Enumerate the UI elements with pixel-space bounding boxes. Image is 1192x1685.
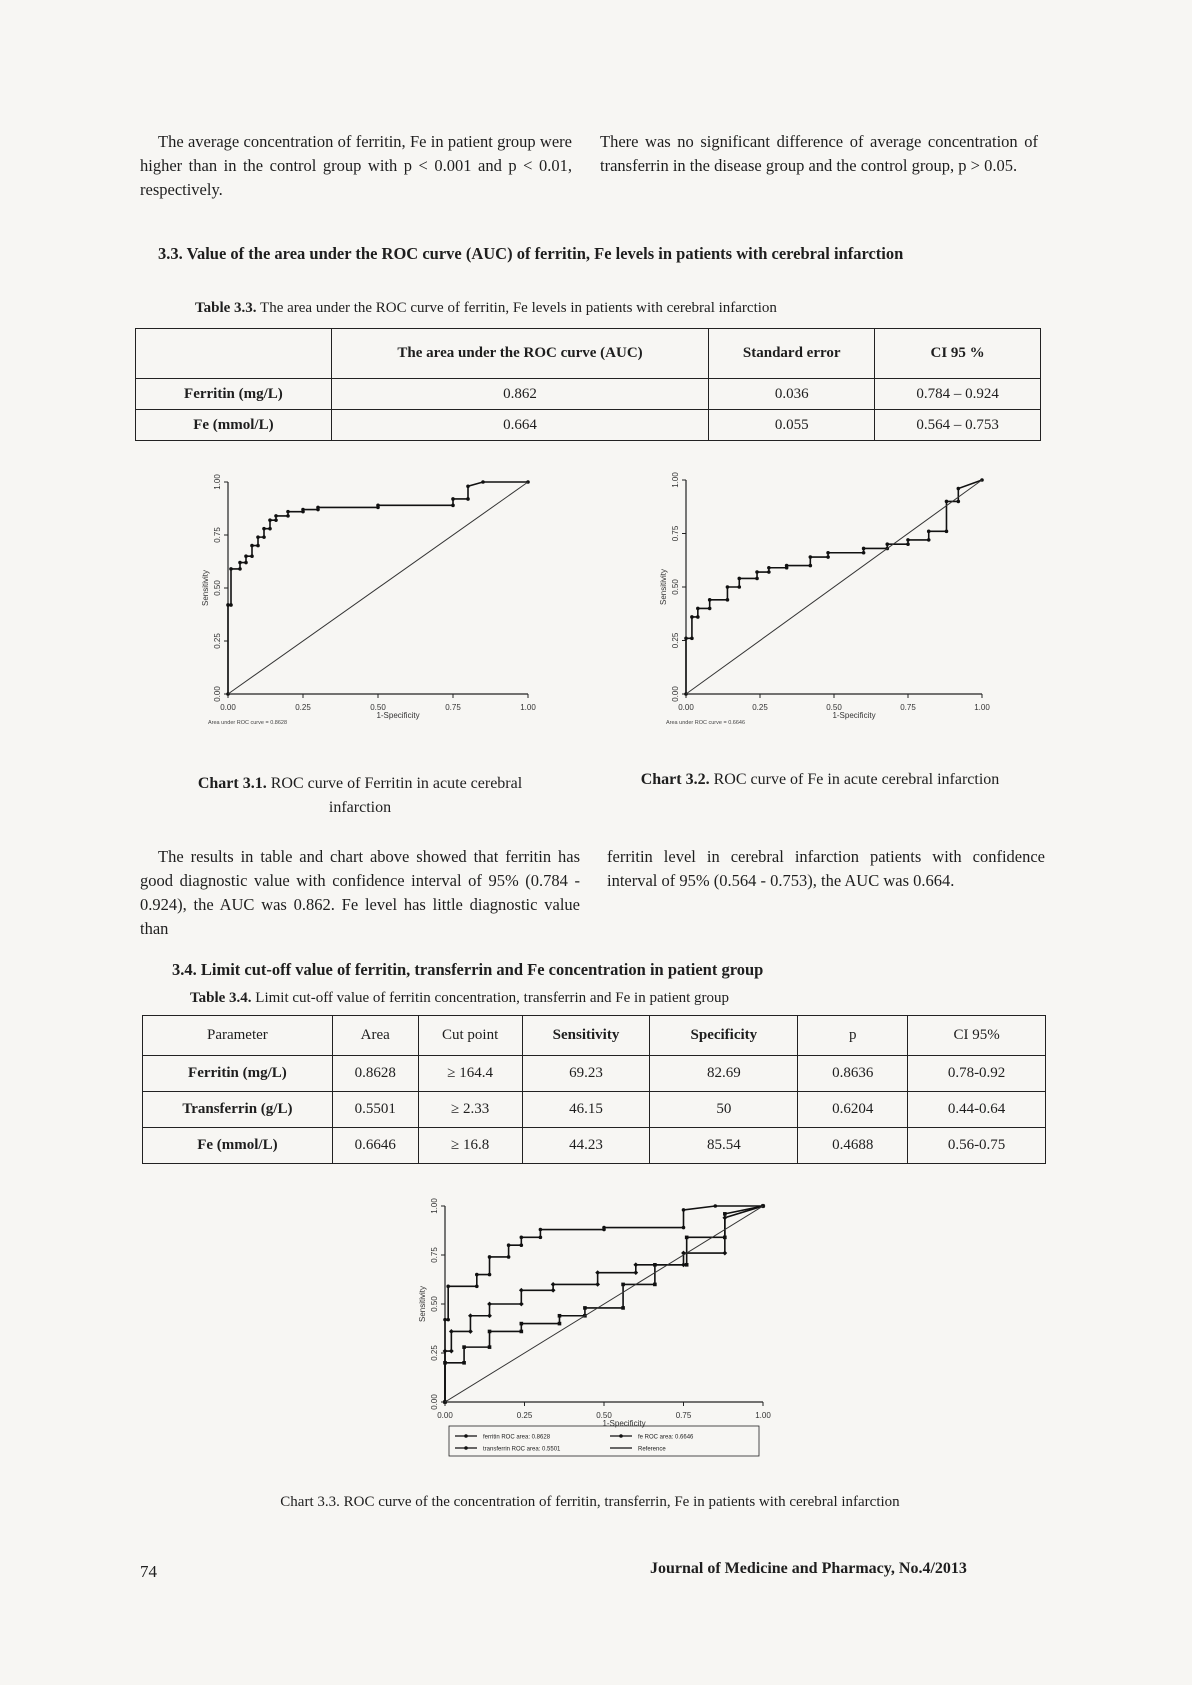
roc-point xyxy=(229,567,233,571)
table-cell: 82.69 xyxy=(650,1056,798,1092)
roc-point xyxy=(737,585,741,589)
roc-point xyxy=(519,1288,524,1293)
roc-point xyxy=(685,1236,689,1240)
table-3-3-header-cell: Standard error xyxy=(709,329,875,379)
roc-point xyxy=(274,518,278,522)
roc-point xyxy=(462,1361,466,1365)
roc-point xyxy=(551,1282,556,1287)
x-tick-label: 1.00 xyxy=(755,1411,771,1420)
x-tick-label: 0.75 xyxy=(675,1411,692,1420)
chart-3-1-caption xyxy=(180,772,540,820)
y-axis-label: Sensitivity xyxy=(418,1285,427,1323)
roc-point xyxy=(551,1288,556,1293)
roc-point xyxy=(244,554,248,558)
x-tick-label: 0.25 xyxy=(295,703,311,712)
roc-point xyxy=(726,585,730,589)
table-3-4-header-cell: Sensitivity xyxy=(522,1016,650,1056)
roc-point xyxy=(826,555,830,559)
roc-point xyxy=(682,1208,686,1212)
journal-footer: Journal of Medicine and Pharmacy, No.4/2013 xyxy=(650,1560,967,1577)
table-cell: 0.5501 xyxy=(332,1092,418,1128)
roc-point xyxy=(475,1273,479,1277)
roc-point xyxy=(826,551,830,555)
roc-point xyxy=(443,1318,447,1322)
roc-chart-combined xyxy=(405,1192,785,1472)
roc-point xyxy=(520,1330,524,1334)
chart-3-3-caption-text: ROC curve of the concentration of ferritin, transferrin, Fe in patients with cerebral infarction xyxy=(343,1494,900,1510)
table-cell: 0.6204 xyxy=(798,1092,908,1128)
legend-entry: ferritin ROC area: 0.8628 xyxy=(483,1434,551,1441)
y-tick-label: 0.25 xyxy=(213,633,222,649)
roc-point xyxy=(726,598,730,602)
table-3-3-header-cell: CI 95 % xyxy=(875,329,1041,379)
roc-point xyxy=(520,1236,524,1240)
roc-point xyxy=(262,527,266,531)
table-row xyxy=(136,379,1041,410)
roc-point xyxy=(714,1204,718,1208)
roc-point xyxy=(301,508,305,512)
roc-point xyxy=(595,1270,600,1275)
x-tick-label: 0.50 xyxy=(826,703,842,712)
table-cell: ≥ 164.4 xyxy=(418,1056,522,1092)
roc-point xyxy=(446,1285,450,1289)
chart-3-2-label: Chart 3.2. xyxy=(640,771,710,788)
y-tick-label: 0.75 xyxy=(430,1247,439,1263)
table-cell: 85.54 xyxy=(650,1128,798,1164)
roc-point xyxy=(957,487,961,491)
y-tick-label: 0.00 xyxy=(430,1394,439,1410)
x-tick-label: 1.00 xyxy=(520,703,536,712)
roc-point xyxy=(945,500,949,504)
table-cell: ≥ 16.8 xyxy=(418,1128,522,1164)
table-cell: 0.8628 xyxy=(332,1056,418,1092)
roc-point xyxy=(684,637,688,641)
roc-point xyxy=(708,607,712,611)
table-3-4-caption-text: Limit cut-off value of ferritin concentration, transferrin and Fe in patient group xyxy=(255,990,730,1006)
y-tick-label: 0.50 xyxy=(671,579,680,595)
y-tick-label: 0.50 xyxy=(213,580,222,596)
table-cell: 0.564 – 0.753 xyxy=(875,410,1041,441)
table-3-3-header-cell xyxy=(136,329,332,379)
table-cell: 0.8636 xyxy=(798,1056,908,1092)
chart-3-3-caption xyxy=(140,1490,1040,1514)
roc-point xyxy=(723,1212,727,1216)
roc-point xyxy=(244,561,248,565)
table-row xyxy=(143,1092,1046,1128)
roc-point xyxy=(696,607,700,611)
y-tick-label: 0.50 xyxy=(430,1296,439,1312)
roc-point xyxy=(862,547,866,551)
area-footnote: Area under ROC curve = 0.6646 xyxy=(666,720,746,726)
section-3-3-heading: 3.3. Value of the area under the ROC curve (AUC) of ferritin, Fe levels in patients with cerebral infarction xyxy=(158,244,904,263)
roc-point xyxy=(256,535,260,539)
table-3-4-header-cell: CI 95% xyxy=(908,1016,1046,1056)
x-tick-label: 1.00 xyxy=(974,703,990,712)
table-3-4-caption xyxy=(190,990,1050,1007)
y-tick-label: 0.25 xyxy=(671,632,680,649)
y-tick-label: 1.00 xyxy=(671,472,680,488)
area-footnote: Area under ROC curve = 0.8628 xyxy=(208,720,288,726)
table-cell: 0.56-0.75 xyxy=(908,1128,1046,1164)
intro-right-paragraph: There was no significant difference of average concentration of transferrin in the disease group and the control group, p > 0.05. xyxy=(600,132,1038,175)
roc-point xyxy=(262,535,266,539)
roc-point xyxy=(520,1322,524,1326)
legend-marker xyxy=(464,1446,468,1450)
table-cell: 46.15 xyxy=(522,1092,650,1128)
roc-chart-fe xyxy=(650,462,1010,742)
roc-point xyxy=(653,1283,657,1287)
table-cell: 0.4688 xyxy=(798,1128,908,1164)
roc-point xyxy=(957,500,961,504)
table-3-4-header-cell: Parameter xyxy=(143,1016,333,1056)
table-3-4-label: Table 3.4. xyxy=(190,990,252,1006)
y-tick-label: 0.75 xyxy=(671,525,680,542)
y-tick-label: 0.00 xyxy=(213,686,222,702)
roc-point xyxy=(468,1329,473,1334)
table-3-4-header-row xyxy=(143,1016,1046,1056)
roc-point xyxy=(885,542,889,546)
table-cell: Fe (mmol/L) xyxy=(143,1128,333,1164)
roc-point xyxy=(583,1306,587,1310)
table-3-3-caption xyxy=(195,300,1045,317)
y-axis-label: Sensitivity xyxy=(659,568,668,606)
table-cell: Ferritin (mg/L) xyxy=(143,1056,333,1092)
roc-point xyxy=(737,577,741,581)
roc-point xyxy=(682,1226,686,1230)
table-cell: Fe (mmol/L) xyxy=(136,410,332,441)
roc-point xyxy=(316,506,320,510)
roc-point xyxy=(451,504,455,508)
table-cell: 0.664 xyxy=(331,410,709,441)
roc-point xyxy=(520,1243,524,1247)
table-3-4-header-cell: Cut point xyxy=(418,1016,522,1056)
roc-point xyxy=(690,637,694,641)
table-cell: 0.78-0.92 xyxy=(908,1056,1046,1092)
roc-point xyxy=(558,1322,562,1326)
roc-point xyxy=(268,527,272,531)
table-3-3-header-cell: The area under the ROC curve (AUC) xyxy=(331,329,709,379)
roc-point xyxy=(481,480,485,484)
roc-point xyxy=(487,1313,492,1318)
roc-point xyxy=(595,1282,600,1287)
roc-point xyxy=(268,518,272,522)
roc-point xyxy=(475,1285,479,1289)
roc-point xyxy=(927,538,931,542)
roc-point xyxy=(539,1236,543,1240)
roc-point xyxy=(690,615,694,619)
chart-3-2-caption xyxy=(640,768,1000,792)
x-tick-label: 0.50 xyxy=(596,1411,612,1420)
table-cell: 0.6646 xyxy=(332,1128,418,1164)
table-cell: 44.23 xyxy=(522,1128,650,1164)
table-row xyxy=(143,1128,1046,1164)
table-3-3-label: Table 3.3. xyxy=(195,300,257,316)
table-3-3-header-row xyxy=(136,329,1041,379)
roc-point xyxy=(633,1262,638,1267)
reference-line xyxy=(228,482,528,694)
y-tick-label: 1.00 xyxy=(213,474,222,490)
roc-point xyxy=(945,530,949,534)
table-cell: 0.055 xyxy=(709,410,875,441)
legend-marker xyxy=(619,1434,623,1438)
x-tick-label: 0.25 xyxy=(752,703,768,712)
table-3-4 xyxy=(142,1015,1046,1164)
table-3-4-header-cell: Specificity xyxy=(650,1016,798,1056)
roc-point xyxy=(466,484,470,488)
roc-point xyxy=(722,1215,727,1220)
roc-point xyxy=(809,555,813,559)
table-3-4-header-cell: Area xyxy=(332,1016,418,1056)
x-axis-label: 1-Specificity xyxy=(376,711,420,720)
roc-point xyxy=(451,497,455,501)
roc-point xyxy=(767,570,771,574)
roc-point xyxy=(621,1306,625,1310)
x-axis-label: 1-Specificity xyxy=(602,1419,646,1428)
roc-point xyxy=(466,497,470,501)
chart-3-1-label: Chart 3.1. xyxy=(197,775,267,792)
roc-point xyxy=(539,1228,543,1232)
table-cell: 69.23 xyxy=(522,1056,650,1092)
roc-point xyxy=(376,504,380,508)
table-cell: Transferrin (g/L) xyxy=(143,1092,333,1128)
roc-point xyxy=(602,1226,606,1230)
results-right-paragraph: ferritin level in cerebral infarction patients with confidence interval of 95% (0.564 - 0.753), the AUC was 0.664. xyxy=(607,847,1045,890)
roc-point xyxy=(286,514,290,518)
roc-point xyxy=(256,544,260,548)
roc-point xyxy=(507,1243,511,1247)
roc-point xyxy=(862,551,866,555)
x-tick-label: 0.00 xyxy=(220,703,236,712)
roc-point xyxy=(468,1313,473,1318)
legend-entry: Reference xyxy=(638,1446,666,1453)
roc-point xyxy=(462,1345,466,1349)
legend-marker xyxy=(464,1434,468,1438)
table-cell: 0.784 – 0.924 xyxy=(875,379,1041,410)
roc-point xyxy=(633,1270,638,1275)
roc-point xyxy=(488,1345,492,1349)
chart-3-1-caption-text: ROC curve of Ferritin in acute cerebral infarction xyxy=(270,775,523,816)
y-tick-label: 1.00 xyxy=(430,1198,439,1214)
x-tick-label: 0.75 xyxy=(900,703,916,712)
roc-point xyxy=(722,1251,727,1256)
x-tick-label: 0.75 xyxy=(445,703,461,712)
table-3-3-caption-text: The area under the ROC curve of ferritin, Fe levels in patients with cerebral infarction xyxy=(260,300,777,316)
x-tick-label: 0.25 xyxy=(516,1411,533,1420)
table-cell: 0.862 xyxy=(331,379,709,410)
legend-entry: transferrin ROC area: 0.5501 xyxy=(483,1446,561,1453)
table-3-4-header-cell: p xyxy=(798,1016,908,1056)
roc-point xyxy=(708,598,712,602)
table-cell: 0.036 xyxy=(709,379,875,410)
table-row xyxy=(136,410,1041,441)
roc-point xyxy=(906,538,910,542)
roc-point xyxy=(906,542,910,546)
roc-point xyxy=(286,510,290,514)
legend-entry: fe ROC area: 0.6646 xyxy=(638,1434,694,1441)
roc-point xyxy=(250,544,254,548)
x-tick-label: 0.50 xyxy=(370,703,386,712)
section-3-4-heading: 3.4. Limit cut-off value of ferritin, transferrin and Fe concentration in patient group xyxy=(172,960,764,979)
roc-point xyxy=(785,564,789,568)
roc-point xyxy=(767,566,771,570)
intro-left-paragraph: The average concentration of ferritin, Fe in patient group were higher than in the control group with p < 0.001 and p < 0.01, respectively. xyxy=(140,132,572,199)
roc-point xyxy=(250,554,254,558)
table-cell: 0.44-0.64 xyxy=(908,1092,1046,1128)
roc-point xyxy=(621,1283,625,1287)
roc-point xyxy=(927,530,931,534)
y-tick-label: 0.25 xyxy=(430,1345,439,1361)
table-cell: 50 xyxy=(650,1092,798,1128)
y-tick-label: 0.75 xyxy=(213,527,222,543)
results-left-paragraph: The results in table and chart above showed that ferritin has good diagnostic value with confidence interval of 95% (0.784 - 0.924), the AUC was 0.862. Fe level has little diagnostic value than xyxy=(140,847,580,938)
roc-point xyxy=(446,1318,450,1322)
x-tick-label: 0.00 xyxy=(437,1411,453,1420)
roc-point xyxy=(488,1273,492,1277)
roc-point xyxy=(449,1349,454,1354)
roc-point xyxy=(449,1329,454,1334)
table-cell: Ferritin (mg/L) xyxy=(136,379,332,410)
x-tick-label: 0.00 xyxy=(678,703,694,712)
roc-point xyxy=(238,567,242,571)
roc-point xyxy=(558,1314,562,1318)
roc-point xyxy=(755,570,759,574)
roc-point xyxy=(809,564,813,568)
table-cell: ≥ 2.33 xyxy=(418,1092,522,1128)
roc-point xyxy=(507,1255,511,1259)
roc-chart-ferritin xyxy=(180,462,540,742)
roc-point xyxy=(755,577,759,581)
roc-point xyxy=(696,615,700,619)
roc-point xyxy=(238,561,242,565)
roc-point xyxy=(274,514,278,518)
chart-3-3-label: Chart 3.3. xyxy=(280,1494,340,1510)
table-row xyxy=(143,1056,1046,1092)
y-tick-label: 0.00 xyxy=(671,686,680,702)
roc-point xyxy=(229,603,233,607)
x-axis-label: 1-Specificity xyxy=(832,711,876,720)
chart-3-2-caption-text: ROC curve of Fe in acute cerebral infarction xyxy=(713,771,1000,788)
roc-point xyxy=(487,1302,492,1307)
roc-point xyxy=(488,1330,492,1334)
roc-point xyxy=(519,1302,524,1307)
y-axis-label: Sensitivity xyxy=(201,569,210,607)
table-3-3 xyxy=(135,328,1041,441)
page-number: 74 xyxy=(140,1562,157,1581)
roc-point xyxy=(488,1255,492,1259)
